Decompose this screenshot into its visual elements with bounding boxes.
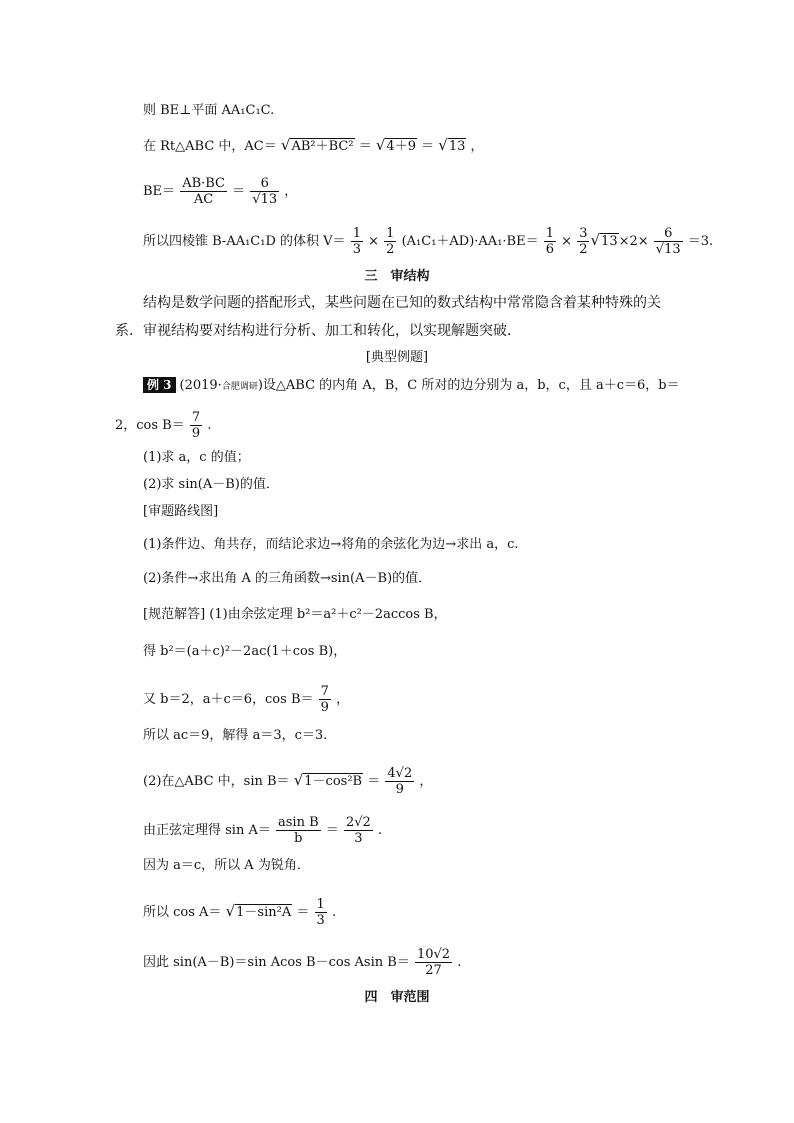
text: 因此 sin(A－B)＝sin Acos B－cos Asin B＝ bbox=[143, 955, 410, 970]
numerator: 6 bbox=[654, 226, 683, 242]
text: ＝ bbox=[421, 139, 435, 154]
sqrt-13: √13 bbox=[590, 231, 618, 249]
sqrt-1-minus-sin2a: √1－sin²A bbox=[225, 902, 292, 920]
text: ) bbox=[257, 378, 263, 393]
text: . bbox=[377, 823, 383, 838]
typical-example-heading: [典型例题] bbox=[365, 350, 429, 365]
example-line-1 bbox=[143, 377, 680, 396]
fraction-7-9 bbox=[190, 410, 202, 441]
fraction-2sqrt2-3 bbox=[344, 815, 373, 846]
denominator: √13 bbox=[252, 192, 278, 207]
denominator: 3 bbox=[354, 831, 363, 846]
fraction-7-9 bbox=[319, 684, 331, 715]
text: ， bbox=[470, 139, 484, 154]
text: 所以 cos A＝ bbox=[143, 905, 222, 920]
section-heading-4: 四 审范围 bbox=[364, 990, 430, 1005]
fraction-1-3 bbox=[315, 897, 327, 928]
numerator: 1 bbox=[386, 226, 395, 241]
solution-line-7: 因为 a＝c，所以 A 为锐角． bbox=[143, 858, 310, 873]
text: . bbox=[207, 418, 212, 433]
denominator: 3 bbox=[352, 242, 361, 257]
text: 由正弦定理得 sin A＝ bbox=[143, 823, 271, 838]
fraction-4sqrt2-9 bbox=[385, 766, 414, 797]
section-heading-3: 三 审结构 bbox=[364, 269, 430, 284]
sqrt-13: √13 bbox=[438, 136, 466, 154]
numerator: 7 bbox=[191, 410, 201, 425]
sqrt-4-9: √4＋9 bbox=[375, 136, 416, 154]
fraction-1-6 bbox=[544, 226, 556, 257]
fraction-10sqrt2-27 bbox=[415, 947, 452, 978]
solution-line-4: 所以 ac＝9，解得 a＝3，c＝3. bbox=[143, 728, 328, 743]
denominator: 9 bbox=[320, 700, 329, 715]
solution-line-9 bbox=[143, 947, 461, 978]
text: (A₁C₁＋AD)·AA₁·BE＝ bbox=[401, 234, 539, 249]
text: . bbox=[331, 905, 337, 920]
solution-line-8 bbox=[143, 897, 336, 928]
text: (2019· bbox=[179, 378, 222, 393]
text: × bbox=[561, 234, 573, 249]
text: 则 BE⊥平面 AA₁C₁C. bbox=[143, 103, 275, 118]
text: 在 Rt△ABC 中，AC＝ bbox=[143, 139, 277, 154]
line-be-perpendicular bbox=[143, 102, 274, 120]
radicand: 13 bbox=[448, 139, 466, 154]
radicand: 13 bbox=[601, 234, 618, 249]
route-step-1: (1)条件边、角共存，而结论求边→将角的余弦化为边→求出 a，c. bbox=[143, 537, 519, 552]
solution-line-1: [规范解答] (1)由余弦定理 b²＝a²＋c²－2accos B， bbox=[143, 607, 447, 622]
denominator: √13 bbox=[655, 242, 681, 257]
numerator: 1 bbox=[316, 897, 325, 912]
denominator: 27 bbox=[425, 963, 442, 978]
fraction-asinb-over-b bbox=[276, 815, 321, 846]
text: ＝3. bbox=[687, 234, 714, 249]
paragraph-line-1: 结构是数学问题的搭配形式，某些问题在已知的数式结构中常常隐含着某种特殊的关 bbox=[143, 295, 661, 311]
numerator: 3 bbox=[579, 226, 588, 241]
numerator: 10√2 bbox=[416, 947, 451, 962]
denominator: 2 bbox=[579, 242, 588, 257]
denominator: 6 bbox=[545, 242, 555, 257]
line-ac-computation bbox=[143, 136, 484, 156]
numerator: 1 bbox=[545, 226, 555, 241]
solution-line-2: 得 b²＝(a＋c)²－2ac(1＋cos B)， bbox=[143, 644, 347, 659]
fraction-ab-bc-over-ac bbox=[180, 176, 227, 207]
numerator: 4√2 bbox=[387, 766, 413, 781]
text: ， bbox=[284, 184, 298, 199]
radicand: 1－sin²A bbox=[236, 905, 292, 920]
radicand: 13 bbox=[664, 242, 681, 257]
numerator: 2√2 bbox=[345, 815, 371, 830]
example-line-2 bbox=[115, 410, 211, 441]
sqrt-ab-bc: √AB²＋BC² bbox=[280, 136, 354, 154]
numerator: 7 bbox=[320, 684, 329, 699]
text: ×2× bbox=[618, 234, 649, 249]
fraction-1-2 bbox=[384, 226, 396, 257]
solution-line-3 bbox=[143, 684, 349, 715]
text: ＝ bbox=[296, 905, 310, 920]
text: 又 b＝2，a＋c＝6，cos B＝ bbox=[143, 692, 314, 707]
radicand: 1－cos²B bbox=[304, 774, 363, 789]
text: 所以四棱锥 B-AA₁C₁D 的体积 V＝ bbox=[143, 234, 346, 249]
example-badge: 例 3 bbox=[143, 377, 176, 393]
numerator: 6 bbox=[250, 176, 279, 192]
denominator: b bbox=[294, 831, 303, 846]
fraction-6-over-sqrt13 bbox=[250, 176, 279, 207]
text: ＝ bbox=[325, 823, 339, 838]
radicand: 4＋9 bbox=[386, 139, 416, 154]
numerator: asin B bbox=[278, 815, 319, 830]
text: (2)在△ABC 中，sin B＝ bbox=[143, 774, 290, 789]
paragraph-line-2: 系．审视结构要对结构进行分析、加工和转化，以实现解题突破． bbox=[115, 323, 521, 339]
question-1: (1)求 a，c 的值； bbox=[143, 450, 250, 465]
route-step-2: (2)条件→求出角 A 的三角函数→sin(A－B)的值． bbox=[143, 571, 432, 586]
denominator: 9 bbox=[395, 782, 404, 797]
sqrt-1-minus-cos2b: √1－cos²B bbox=[293, 771, 363, 789]
text: 2，cos B＝ bbox=[115, 418, 185, 433]
numerator: 1 bbox=[352, 226, 361, 241]
source-label: 合肥调研 bbox=[221, 382, 258, 392]
radicand: 13 bbox=[260, 192, 278, 207]
numerator: AB·BC bbox=[182, 176, 226, 191]
text: ＝ bbox=[358, 139, 372, 154]
text: . bbox=[457, 955, 462, 970]
solution-line-5 bbox=[143, 766, 432, 797]
fraction-1-3 bbox=[351, 226, 363, 257]
denominator: 3 bbox=[316, 913, 325, 928]
denominator: 2 bbox=[386, 242, 395, 257]
fraction-6-over-sqrt13 bbox=[654, 226, 683, 257]
text: ， bbox=[336, 692, 350, 707]
line-be-computation bbox=[143, 176, 297, 207]
text: × bbox=[368, 234, 380, 249]
text: 设△ABC 的内角 A，B，C 所对的边分别为 a，b，c，且 a＋c＝6，b＝ bbox=[262, 378, 680, 393]
text: ， bbox=[419, 774, 433, 789]
text: BE＝ bbox=[143, 184, 176, 199]
text: ＝ bbox=[232, 184, 246, 199]
text: ＝ bbox=[367, 774, 381, 789]
line-volume bbox=[143, 226, 713, 257]
solution-line-6 bbox=[143, 815, 382, 846]
question-2: (2)求 sin(A－B)的值． bbox=[143, 477, 279, 492]
radicand: AB²＋BC² bbox=[291, 139, 354, 154]
route-heading: [审题路线图] bbox=[143, 504, 219, 519]
fraction-3-2 bbox=[577, 226, 589, 257]
denominator: AC bbox=[193, 192, 214, 207]
denominator: 9 bbox=[191, 426, 201, 441]
